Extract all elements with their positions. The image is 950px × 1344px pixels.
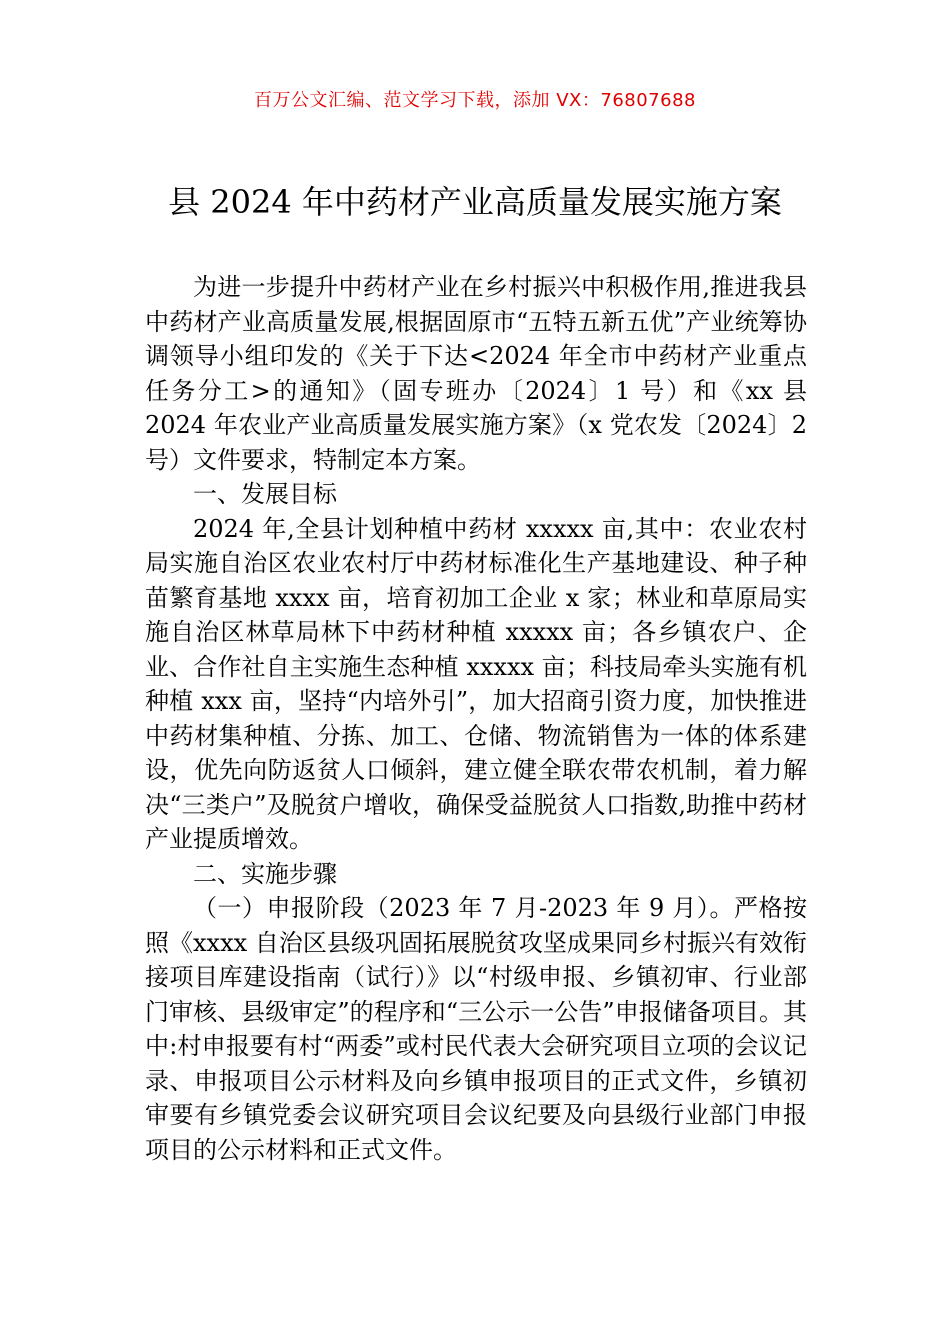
steps-paragraph: （一）申报阶段（2023 年 7 月-2023 年 9 月）。严格按照《xxxx 自治区县级巩固拓展脱贫攻坚成果同乡村振兴有效衔接项目库建设指南（试行）》以“村级申报、乡镇初审、行业部门审核、县级审定”的程序和“三公示一公告”申报储备项目。其中:村申报要有村“两委”或村民代表大会研究项目立项的会议记录、申报项目公示材料及向乡镇申报项目的正式文件，乡镇初审要有乡镇党委会议研究项目会议纪要及向县级行业部门申报项目的公示材料和正式文件。: [145, 894, 807, 1164]
section-heading-steps: 二、实施步骤: [193, 859, 337, 888]
page-title: 县 2024 年中药材产业高质量发展实施方案: [168, 183, 782, 221]
header-note: 百万公文汇编、范文学习下载，添加 VX：76807688: [254, 90, 696, 111]
document-body: [145, 270, 807, 1167]
section-heading-goals: 一、发展目标: [193, 480, 337, 508]
intro-paragraph: 为进一步提升中药材产业在乡村振兴中积极作用,推进我县中药材产业高质量发展,根据固原市“五特五新五优”产业统筹协调领导小组印发的《关于下达<2024 年全市中药材产业重点任务分工>的通知》（固专班办〔2024〕1 号）和《xx 县 2024 年农业产业高质量发展实施方案》（x 党农发〔2024〕2 号）文件要求，特制定本方案。: [145, 273, 807, 474]
goals-paragraph: 2024 年,全县计划种植中药材 xxxxx 亩,其中：农业农村局实施自治区农业农村厅中药材标准化生产基地建设、种子种苗繁育基地 xxxx 亩，培育初加工企业 x 家；林业和草原局实施自治区林草局林下中药材种植 xxxxx 亩；各乡镇农户、企业、合作社自主实施生态种植 xxxxx 亩；科技局牵头实施有机种植 xxx 亩，坚持“内培外引”，加大招商引资力度，加快推进中药材集种植、分拣、加工、仓储、物流销售为一体的体系建设，优先向防返贫人口倾斜，建立健全联农带农机制，着力解决“三类户”及脱贫户增收，确保受益脱贫人口指数,助推中药材产业提质增效。: [145, 514, 807, 853]
